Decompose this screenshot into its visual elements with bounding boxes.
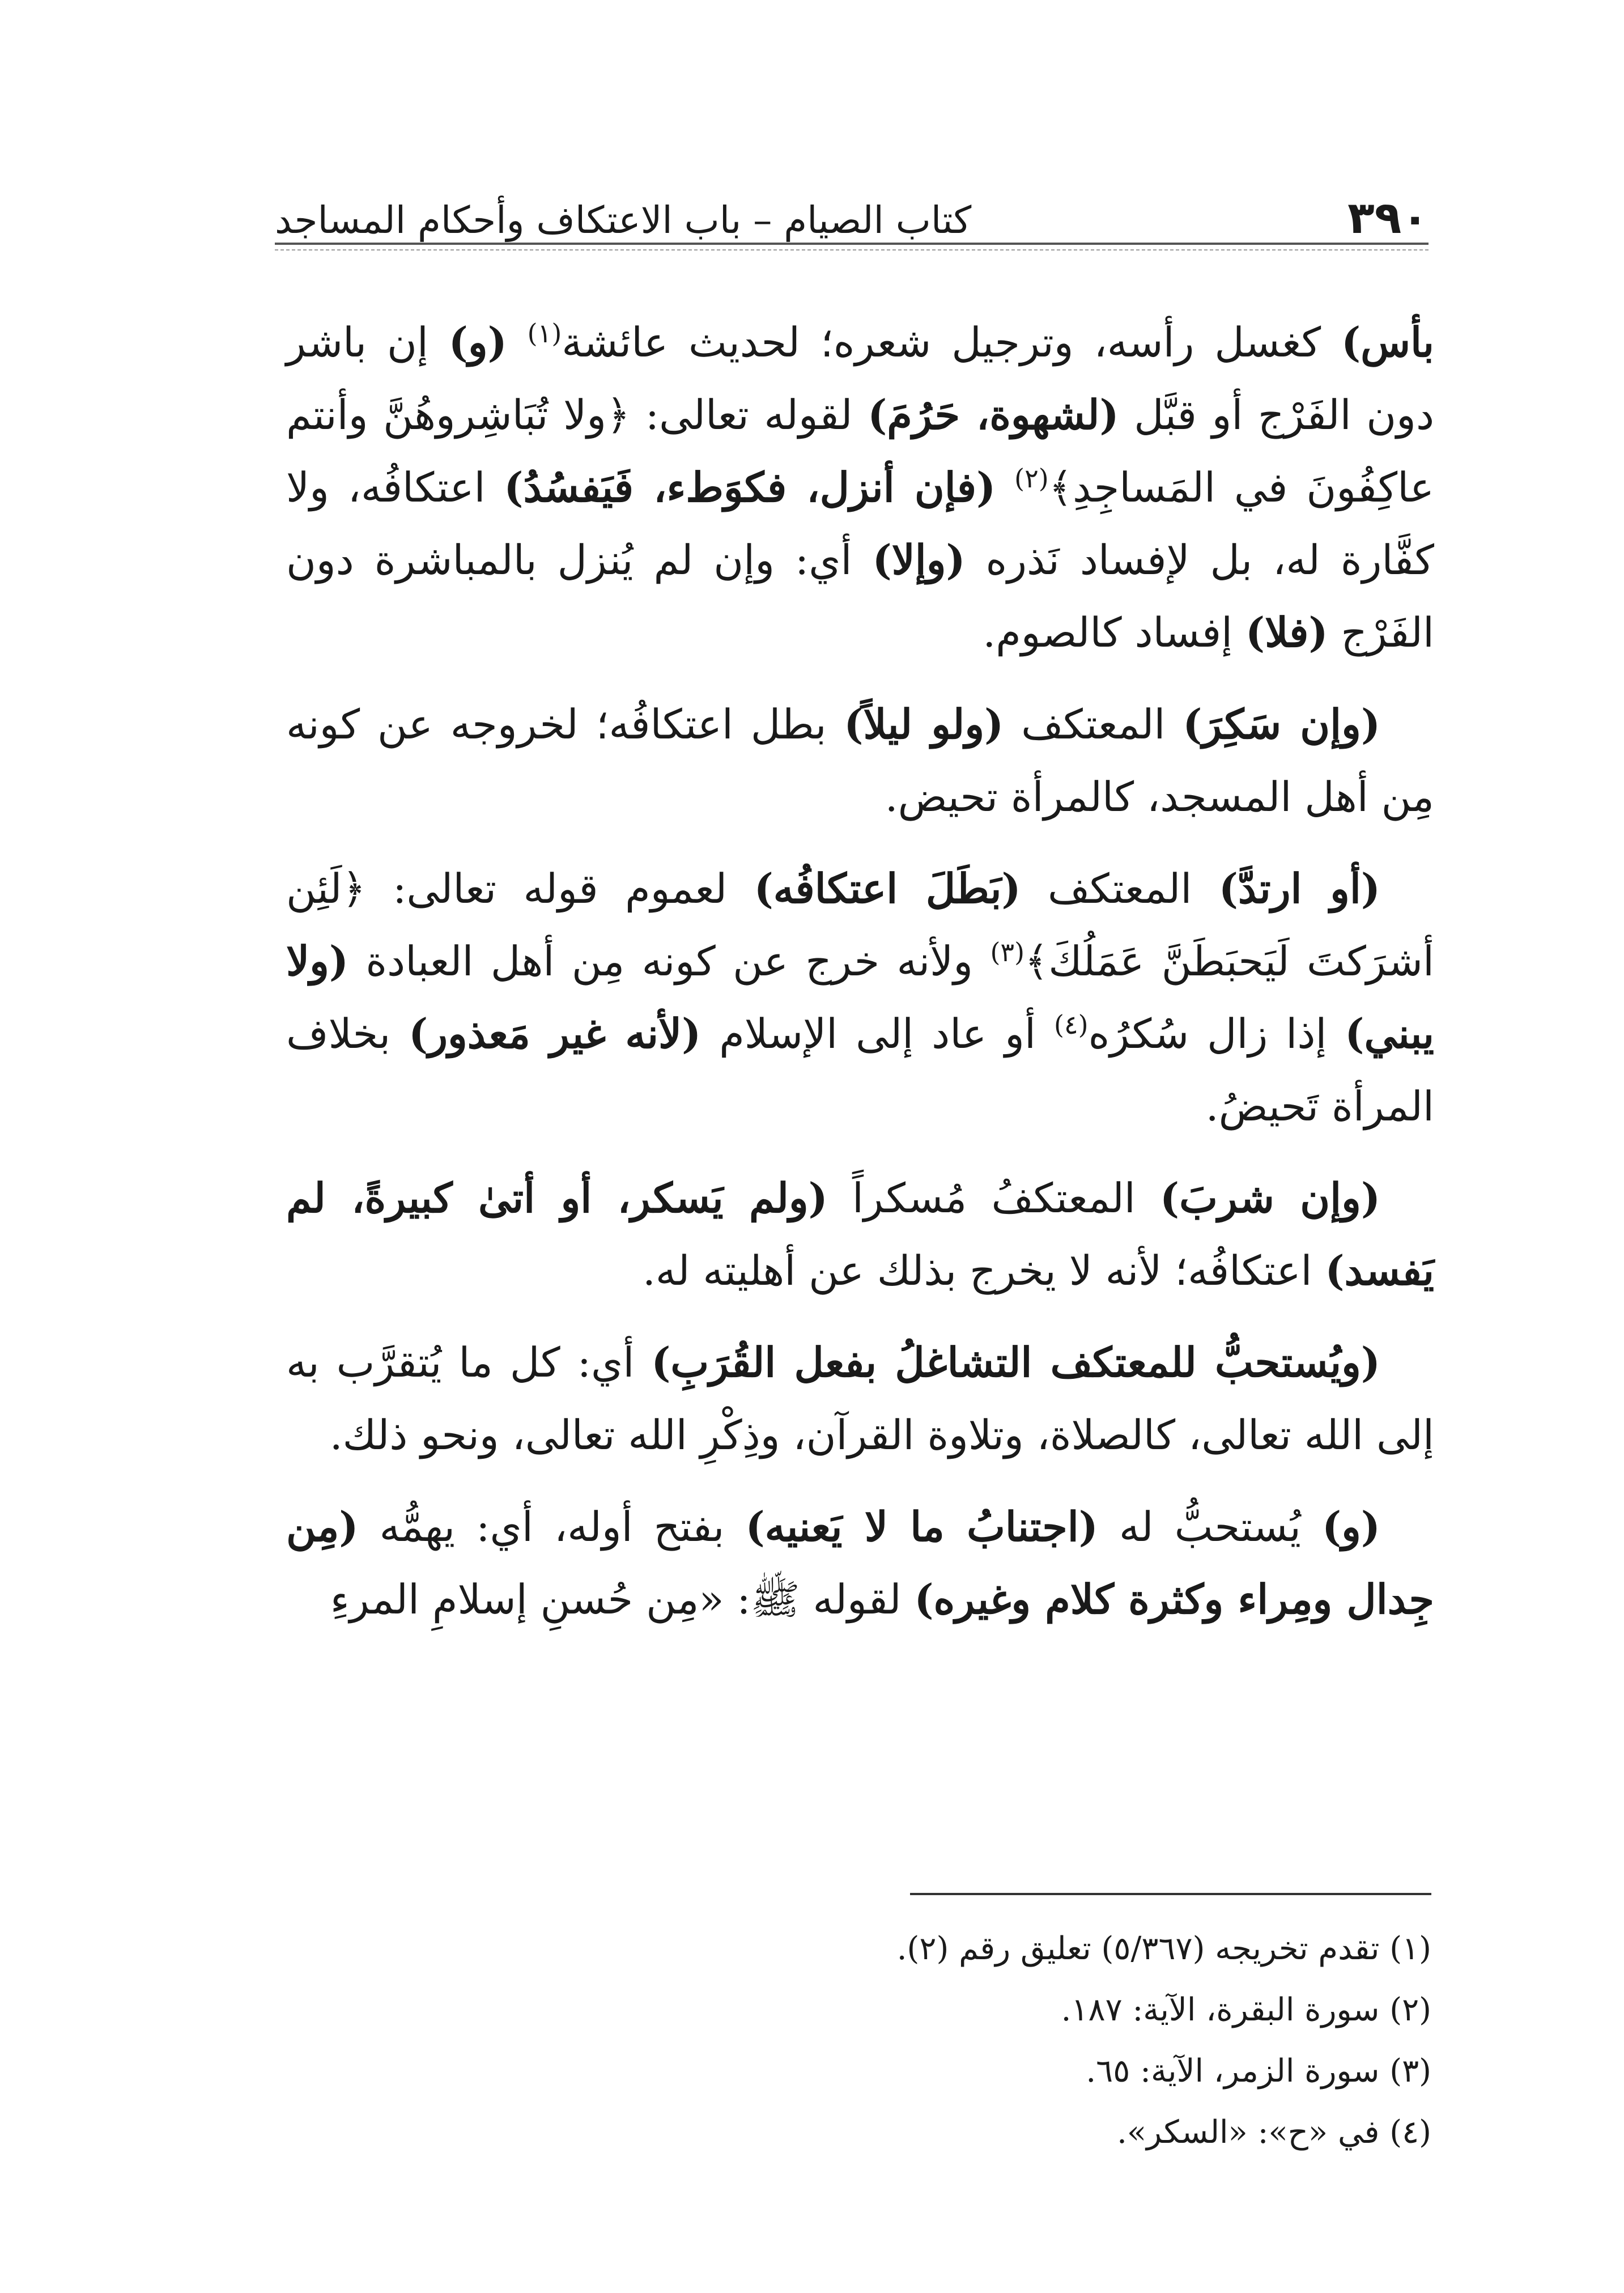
text: أي: كل ما يُتقرَّب به إلى الله تعالى، كالصلاة، وتلاوة القرآن، وذِكْرِ الله تعالى، ونحو ذلك. [286,1339,1434,1459]
page-number: ٣٩٠ [1347,193,1429,244]
bold-text: (و) [448,318,507,366]
footnote-separator [910,1893,1431,1895]
paragraph-6 [286,1491,1434,1636]
running-title: كتاب الصيام – باب الاعتكاف وأحكام المساجد [275,198,972,242]
bold-text: (أو ارتدَّ) [1218,864,1380,912]
text: أي: وإن لم يُنزل بالمباشرة دون الفَرْج [286,536,1434,656]
footnote-2: (٢) سورة البقرة، الآية: ١٨٧. [1061,1991,1431,2028]
footnote-ref-4: (٤) [1053,1009,1089,1040]
text [507,319,528,366]
bold-text: (فإن أنزل، فكوَطء، فَيَفسُدُ) [504,463,996,511]
bold-text: (وإن سَكِرَ) [1183,700,1381,748]
text: إذا زال سُكرُه [1088,1010,1345,1058]
bold-text: بأس) [1341,318,1434,366]
paragraph-5 [286,1326,1434,1471]
bold-text: (لأنه غير مَعذور) [409,1009,702,1058]
bold-text: (فلا) [1245,608,1328,656]
text: لقوله تعالى: ﴿ولا تُبَاشِروهُنَّ وأنتم عاكِفُونَ في المَساجِدِ﴾ [286,391,1434,511]
body-text [286,306,1434,1655]
text: أو عاد إلى الإسلام [701,1010,1054,1058]
text: لقوله ﷺ: «مِن حُسنِ إسلامِ المرءِ [330,1576,915,1623]
footnote-ref-3: (٣) [990,937,1025,967]
bold-text: (ويُستحبُّ للمعتكف التشاغلُ بفعل القُرَبِ) [651,1338,1380,1386]
paragraph-1 [286,306,1434,669]
text: ولأنه خرج عن كونه مِن أهل العبادة [348,937,990,985]
text: المعتكف [1004,700,1183,748]
bold-text: (لشهوة، حَرُمَ) [868,390,1119,439]
footnote-3: (٣) سورة الزمر، الآية: ٦٥. [1086,2053,1431,2090]
bold-text: (اجتنابُ ما لا يَعنيه) [745,1502,1098,1551]
text: بفتح أوله، أي: يهمُّه [358,1503,746,1551]
text: لعموم قوله تعالى: ﴿لَئِن أشرَكتَ لَيَحبَطَنَّ عَمَلُكَ﴾ [286,865,1434,985]
page-header [275,170,1429,244]
header-rule [275,243,1429,245]
paragraph-3 [286,852,1434,1143]
bold-text: (وإلا) [872,536,966,584]
footnote-4: (٤) في «ح»: «السكر». [1117,2114,1431,2151]
text: إفساد كالصوم. [983,609,1246,656]
text: إن باشر دون الفَرْج أو قبَّل [286,319,1434,439]
paragraph-4 [286,1162,1434,1307]
bold-text: (مِن جِدال ومِراء وكثرة كلام وغيره) [286,1502,1434,1623]
text: المعتكف [1021,865,1219,912]
bold-text: (ولو ليلاً) [844,700,1004,748]
text: بطل اعتكافُه؛ لخروجه عن كونه مِن أهل المسجد، كالمرأة تحيض. [286,700,1434,821]
bold-text: (ولم يَسكر، أو أتىٰ كبيرةً، لم يَفسد) [286,1174,1434,1294]
bold-text: (ولا يبني) [286,937,1434,1058]
text: بخلاف المرأة تَحيضُ. [286,1010,1434,1130]
footnote-ref-1: (١) [527,318,562,349]
bold-text: (وإن شربَ) [1160,1174,1381,1222]
header-rule-dashed [275,249,1429,250]
text [996,464,1014,511]
text: المعتكفُ مُسكراً [827,1174,1160,1222]
bold-text: (بَطَلَ اعتكافُه) [754,864,1021,912]
text: كغسل رأسه، وترجيل شعره؛ لحديث عائشة [562,319,1342,366]
text: اعتكافُه؛ لأنه لا يخرج بذلك عن أهليته له. [643,1247,1325,1294]
footnotes [286,1918,1431,2163]
paragraph-2 [286,688,1434,833]
footnote-ref-2: (٢) [1014,463,1049,494]
text: يُستحبُّ له [1098,1503,1323,1551]
footnote-1: (١) تقدم تخريجه (٥/٣٦٧) تعليق رقم (٢). [896,1930,1431,1967]
bold-text: (و) [1322,1502,1380,1551]
text: اعتكافُه، ولا كفَّارة له، بل لإفساد نَذره [286,464,1434,584]
